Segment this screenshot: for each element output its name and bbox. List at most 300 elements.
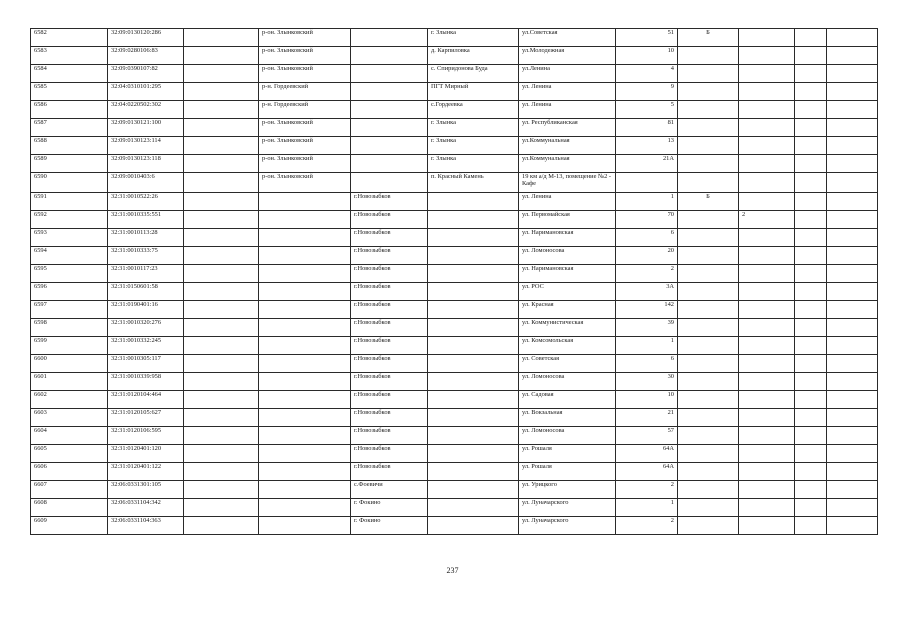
cell-settlement <box>428 373 519 391</box>
cell-city <box>351 47 428 65</box>
cell-district <box>259 499 351 517</box>
cell-empty <box>184 137 259 155</box>
cell-empty <box>827 247 878 265</box>
cell-empty <box>795 373 827 391</box>
cell-street: ул. Ломоносова <box>519 247 616 265</box>
cell-city: г.Новозыбков <box>351 301 428 319</box>
table-row <box>31 409 878 427</box>
cell-street: 19 км а/д М-13, помещение №2 - Кафе <box>519 173 616 193</box>
cell-city: г.Новозыбков <box>351 409 428 427</box>
cell-empty <box>827 229 878 247</box>
cell-city <box>351 155 428 173</box>
cell-building <box>739 265 795 283</box>
cell-settlement: г. Злынка <box>428 137 519 155</box>
table-row <box>31 65 878 83</box>
cell-empty <box>184 481 259 499</box>
cell-settlement <box>428 283 519 301</box>
cell-empty <box>795 463 827 481</box>
cell-settlement <box>428 229 519 247</box>
cell-house-letter <box>678 119 739 137</box>
cell-street: ул. Ленина <box>519 193 616 211</box>
cell-city: г.Новозыбков <box>351 355 428 373</box>
cell-house-letter <box>678 137 739 155</box>
cell-empty <box>795 211 827 229</box>
cell-settlement <box>428 301 519 319</box>
cell-record-number: 6605 <box>31 445 108 463</box>
cell-city: г.Новозыбков <box>351 427 428 445</box>
cell-record-number: 6601 <box>31 373 108 391</box>
cell-district <box>259 355 351 373</box>
table-row <box>31 283 878 301</box>
cell-district <box>259 193 351 211</box>
cell-building <box>739 337 795 355</box>
cell-house-letter <box>678 391 739 409</box>
cell-empty <box>827 29 878 47</box>
cell-city: г. Фокино <box>351 517 428 535</box>
cell-house-number: 6 <box>616 355 678 373</box>
cell-city: г.Новозыбков <box>351 247 428 265</box>
cell-house-number: 1 <box>616 193 678 211</box>
cell-city <box>351 65 428 83</box>
cell-cadastral-number: 32:31:0120105:627 <box>108 409 184 427</box>
cell-street: ул. Садовая <box>519 391 616 409</box>
cell-cadastral-number: 32:09:0280106:83 <box>108 47 184 65</box>
cell-house-number: 142 <box>616 301 678 319</box>
cell-house-number: 2 <box>616 265 678 283</box>
cell-building <box>739 409 795 427</box>
cell-record-number: 6607 <box>31 481 108 499</box>
cell-city <box>351 137 428 155</box>
cell-building <box>739 355 795 373</box>
table-row <box>31 391 878 409</box>
table-row <box>31 193 878 211</box>
cell-district: р-он. Злынковский <box>259 173 351 193</box>
cell-district <box>259 283 351 301</box>
cell-empty <box>184 155 259 173</box>
cell-street: ул. Рошаля <box>519 463 616 481</box>
cell-cadastral-number: 32:06:0331301:105 <box>108 481 184 499</box>
cell-settlement <box>428 445 519 463</box>
cell-district: р-он. Злынковский <box>259 29 351 47</box>
cell-district <box>259 337 351 355</box>
cell-record-number: 6595 <box>31 265 108 283</box>
cell-empty <box>795 481 827 499</box>
cell-house-letter <box>678 373 739 391</box>
cell-settlement <box>428 499 519 517</box>
cell-settlement <box>428 517 519 535</box>
cell-house-letter <box>678 445 739 463</box>
cell-house-number: 5 <box>616 101 678 119</box>
cell-house-letter <box>678 211 739 229</box>
cell-empty <box>795 29 827 47</box>
cell-building <box>739 463 795 481</box>
cell-house-letter: Б <box>678 29 739 47</box>
cell-cadastral-number: 32:09:0130123:114 <box>108 137 184 155</box>
cell-cadastral-number: 32:31:0010117:23 <box>108 265 184 283</box>
cell-building <box>739 499 795 517</box>
cell-record-number: 6582 <box>31 29 108 47</box>
cell-house-number: 39 <box>616 319 678 337</box>
cell-empty <box>827 409 878 427</box>
cell-empty <box>827 265 878 283</box>
cell-empty <box>184 265 259 283</box>
cell-record-number: 6599 <box>31 337 108 355</box>
cell-house-letter <box>678 409 739 427</box>
cell-record-number: 6591 <box>31 193 108 211</box>
cell-record-number: 6606 <box>31 463 108 481</box>
cell-cadastral-number: 32:31:0120401:122 <box>108 463 184 481</box>
cell-building <box>739 517 795 535</box>
cell-city: г.Новозыбков <box>351 283 428 301</box>
cell-building: 2 <box>739 211 795 229</box>
cell-street: ул. Ломоносова <box>519 427 616 445</box>
cell-district <box>259 301 351 319</box>
cell-city <box>351 173 428 193</box>
cell-record-number: 6588 <box>31 137 108 155</box>
cell-empty <box>827 499 878 517</box>
cell-district <box>259 481 351 499</box>
cell-house-number: 1 <box>616 337 678 355</box>
table-row <box>31 155 878 173</box>
cell-empty <box>184 301 259 319</box>
cell-building <box>739 173 795 193</box>
cell-empty <box>184 173 259 193</box>
cell-empty <box>795 101 827 119</box>
cell-street: ул. Луначарского <box>519 517 616 535</box>
cell-empty <box>827 373 878 391</box>
cell-record-number: 6584 <box>31 65 108 83</box>
cell-empty <box>827 391 878 409</box>
page-number: 237 <box>446 566 459 575</box>
table-row <box>31 247 878 265</box>
cell-city: г.Новозыбков <box>351 391 428 409</box>
cell-building <box>739 65 795 83</box>
cell-settlement: п. Красный Камень <box>428 173 519 193</box>
table-row <box>31 229 878 247</box>
cell-street: ул.Коммунальная <box>519 137 616 155</box>
cell-settlement: г. Злынка <box>428 155 519 173</box>
cell-settlement: с.Гордеевка <box>428 101 519 119</box>
cell-settlement <box>428 481 519 499</box>
cell-district <box>259 463 351 481</box>
cell-district: р-н. Гордеевский <box>259 101 351 119</box>
cell-empty <box>827 83 878 101</box>
cell-empty <box>827 101 878 119</box>
cell-city: г.Новозыбков <box>351 445 428 463</box>
cell-district <box>259 517 351 535</box>
cell-street: ул. Ленина <box>519 101 616 119</box>
cell-house-letter <box>678 463 739 481</box>
cell-district <box>259 229 351 247</box>
table-row <box>31 29 878 47</box>
cell-house-number: 13 <box>616 137 678 155</box>
cell-street: ул. Комсомольская <box>519 337 616 355</box>
cell-house-letter <box>678 319 739 337</box>
cell-empty <box>184 427 259 445</box>
cell-cadastral-number: 32:06:0331104:363 <box>108 517 184 535</box>
cell-cadastral-number: 32:04:0220502:302 <box>108 101 184 119</box>
cell-building <box>739 101 795 119</box>
cell-record-number: 6609 <box>31 517 108 535</box>
cell-house-number: 81 <box>616 119 678 137</box>
cell-building <box>739 445 795 463</box>
cell-house-number: 2 <box>616 481 678 499</box>
table-row <box>31 137 878 155</box>
cell-empty <box>795 427 827 445</box>
cell-empty <box>827 173 878 193</box>
cell-city: г.Новозыбков <box>351 265 428 283</box>
table-body <box>31 29 878 535</box>
cell-empty <box>827 319 878 337</box>
cell-record-number: 6597 <box>31 301 108 319</box>
cell-empty <box>827 355 878 373</box>
cell-cadastral-number: 32:31:0010332:245 <box>108 337 184 355</box>
cell-empty <box>827 211 878 229</box>
cell-settlement <box>428 193 519 211</box>
cell-city: г.Новозыбков <box>351 373 428 391</box>
cell-settlement: г. Злынка <box>428 119 519 137</box>
cell-settlement <box>428 391 519 409</box>
table-row <box>31 517 878 535</box>
cell-city <box>351 29 428 47</box>
cell-house-letter <box>678 155 739 173</box>
table-row <box>31 463 878 481</box>
cell-house-letter <box>678 337 739 355</box>
cell-empty <box>184 119 259 137</box>
cell-street: ул. Вокзальная <box>519 409 616 427</box>
cell-record-number: 6586 <box>31 101 108 119</box>
cell-street: ул. Наримановская <box>519 265 616 283</box>
cell-house-number: 70 <box>616 211 678 229</box>
cell-empty <box>795 319 827 337</box>
cell-record-number: 6596 <box>31 283 108 301</box>
table-row <box>31 47 878 65</box>
cell-building <box>739 481 795 499</box>
cell-house-letter <box>678 499 739 517</box>
cell-settlement <box>428 355 519 373</box>
cell-street: ул.Коммунальная <box>519 155 616 173</box>
cell-empty <box>827 283 878 301</box>
table-row <box>31 119 878 137</box>
cell-empty <box>184 247 259 265</box>
cell-district: р-он. Злынковский <box>259 119 351 137</box>
cell-cadastral-number: 32:31:0010339:958 <box>108 373 184 391</box>
cell-record-number: 6600 <box>31 355 108 373</box>
cell-house-letter <box>678 301 739 319</box>
cell-street: ул. Ломоносова <box>519 373 616 391</box>
table-row <box>31 355 878 373</box>
cell-empty <box>827 155 878 173</box>
cell-settlement <box>428 247 519 265</box>
table-row <box>31 211 878 229</box>
cell-city <box>351 101 428 119</box>
cell-empty <box>795 65 827 83</box>
cell-building <box>739 83 795 101</box>
cell-empty <box>184 319 259 337</box>
cell-house-number: 21А <box>616 155 678 173</box>
cell-settlement: с. Спиридонова Буда <box>428 65 519 83</box>
cell-building <box>739 137 795 155</box>
cell-house-letter <box>678 265 739 283</box>
cell-empty <box>184 29 259 47</box>
cell-district <box>259 247 351 265</box>
cell-house-number: 30 <box>616 373 678 391</box>
cell-cadastral-number: 32:31:0010320:276 <box>108 319 184 337</box>
cell-empty <box>827 337 878 355</box>
cell-empty <box>827 463 878 481</box>
cell-city: с.Фоевичи <box>351 481 428 499</box>
cell-empty <box>795 355 827 373</box>
cell-cadastral-number: 32:09:0130123:118 <box>108 155 184 173</box>
cell-house-letter <box>678 47 739 65</box>
cell-house-letter <box>678 427 739 445</box>
cell-cadastral-number: 32:09:0390107:82 <box>108 65 184 83</box>
cell-empty <box>795 445 827 463</box>
cell-settlement: д. Карпиловка <box>428 47 519 65</box>
cell-empty <box>795 193 827 211</box>
cell-empty <box>795 265 827 283</box>
cell-record-number: 6598 <box>31 319 108 337</box>
cell-house-number: 21 <box>616 409 678 427</box>
cell-empty <box>184 517 259 535</box>
cell-district <box>259 319 351 337</box>
cell-house-letter: Б <box>678 193 739 211</box>
table-row <box>31 445 878 463</box>
cell-district: р-он. Злынковский <box>259 65 351 83</box>
cell-settlement <box>428 463 519 481</box>
cell-house-letter <box>678 247 739 265</box>
cell-house-number: 1 <box>616 499 678 517</box>
cell-record-number: 6585 <box>31 83 108 101</box>
cell-house-letter <box>678 83 739 101</box>
cell-empty <box>795 283 827 301</box>
cell-settlement: ПГТ Мирный <box>428 83 519 101</box>
cell-empty <box>184 283 259 301</box>
cell-empty <box>827 137 878 155</box>
cell-building <box>739 319 795 337</box>
cell-cadastral-number: 32:31:0010333:75 <box>108 247 184 265</box>
table-row <box>31 173 878 193</box>
cell-empty <box>184 355 259 373</box>
cell-record-number: 6589 <box>31 155 108 173</box>
cell-district <box>259 391 351 409</box>
cell-district: р-он. Злынковский <box>259 137 351 155</box>
cell-street: ул. Луначарского <box>519 499 616 517</box>
cell-empty <box>827 119 878 137</box>
cell-street: ул. Советская <box>519 355 616 373</box>
cell-house-number <box>616 173 678 193</box>
cell-empty <box>795 409 827 427</box>
cell-record-number: 6608 <box>31 499 108 517</box>
cell-empty <box>795 247 827 265</box>
cell-building <box>739 229 795 247</box>
cell-empty <box>795 119 827 137</box>
cell-house-number: 2 <box>616 517 678 535</box>
cell-empty <box>184 373 259 391</box>
cell-city <box>351 119 428 137</box>
table-row <box>31 319 878 337</box>
cell-building <box>739 301 795 319</box>
cell-street: ул. Республиканская <box>519 119 616 137</box>
cell-building <box>739 373 795 391</box>
cell-building <box>739 427 795 445</box>
cell-empty <box>184 101 259 119</box>
cell-empty <box>795 229 827 247</box>
cell-empty <box>795 155 827 173</box>
cell-house-number: 6 <box>616 229 678 247</box>
cell-cadastral-number: 32:31:0010522:26 <box>108 193 184 211</box>
cell-empty <box>184 445 259 463</box>
cell-district <box>259 265 351 283</box>
cell-empty <box>184 391 259 409</box>
cell-record-number: 6604 <box>31 427 108 445</box>
cell-record-number: 6594 <box>31 247 108 265</box>
cell-house-number: 9 <box>616 83 678 101</box>
cell-empty <box>827 445 878 463</box>
cell-empty <box>827 517 878 535</box>
cell-street: ул. Ленина <box>519 83 616 101</box>
cell-empty <box>795 391 827 409</box>
cell-street: ул. Рошаля <box>519 445 616 463</box>
cell-empty <box>795 47 827 65</box>
cell-empty <box>184 83 259 101</box>
cell-street: ул.Ленина <box>519 65 616 83</box>
cell-empty <box>184 211 259 229</box>
table-row <box>31 301 878 319</box>
cell-empty <box>827 65 878 83</box>
cell-cadastral-number: 32:09:0130120:286 <box>108 29 184 47</box>
cell-city: г.Новозыбков <box>351 337 428 355</box>
cell-district <box>259 445 351 463</box>
cell-house-letter <box>678 173 739 193</box>
cell-empty <box>827 301 878 319</box>
cell-empty <box>795 173 827 193</box>
cell-cadastral-number: 32:31:0120401:120 <box>108 445 184 463</box>
cell-cadastral-number: 32:31:0120104:464 <box>108 391 184 409</box>
cell-empty <box>795 301 827 319</box>
cell-empty <box>184 193 259 211</box>
cell-building <box>739 247 795 265</box>
cell-city: г. Фокино <box>351 499 428 517</box>
cell-empty <box>184 337 259 355</box>
cell-street: ул. Красная <box>519 301 616 319</box>
cell-building <box>739 391 795 409</box>
table-row <box>31 499 878 517</box>
cell-district <box>259 211 351 229</box>
cell-building <box>739 155 795 173</box>
cell-cadastral-number: 32:31:0010113:28 <box>108 229 184 247</box>
cell-record-number: 6592 <box>31 211 108 229</box>
table-row <box>31 101 878 119</box>
cell-cadastral-number: 32:31:0150601:58 <box>108 283 184 301</box>
cell-street: ул. Коммунистическая <box>519 319 616 337</box>
cell-settlement <box>428 337 519 355</box>
cell-cadastral-number: 32:04:0310101:295 <box>108 83 184 101</box>
cell-settlement <box>428 409 519 427</box>
cell-record-number: 6603 <box>31 409 108 427</box>
cell-empty <box>184 499 259 517</box>
table-row <box>31 265 878 283</box>
cell-building <box>739 47 795 65</box>
cell-house-letter <box>678 481 739 499</box>
cell-empty <box>827 427 878 445</box>
cell-empty <box>184 463 259 481</box>
cell-house-letter <box>678 517 739 535</box>
cell-street: ул.Молодежная <box>519 47 616 65</box>
cell-house-letter <box>678 355 739 373</box>
cell-cadastral-number: 32:09:0010403:6 <box>108 173 184 193</box>
cell-empty <box>795 517 827 535</box>
